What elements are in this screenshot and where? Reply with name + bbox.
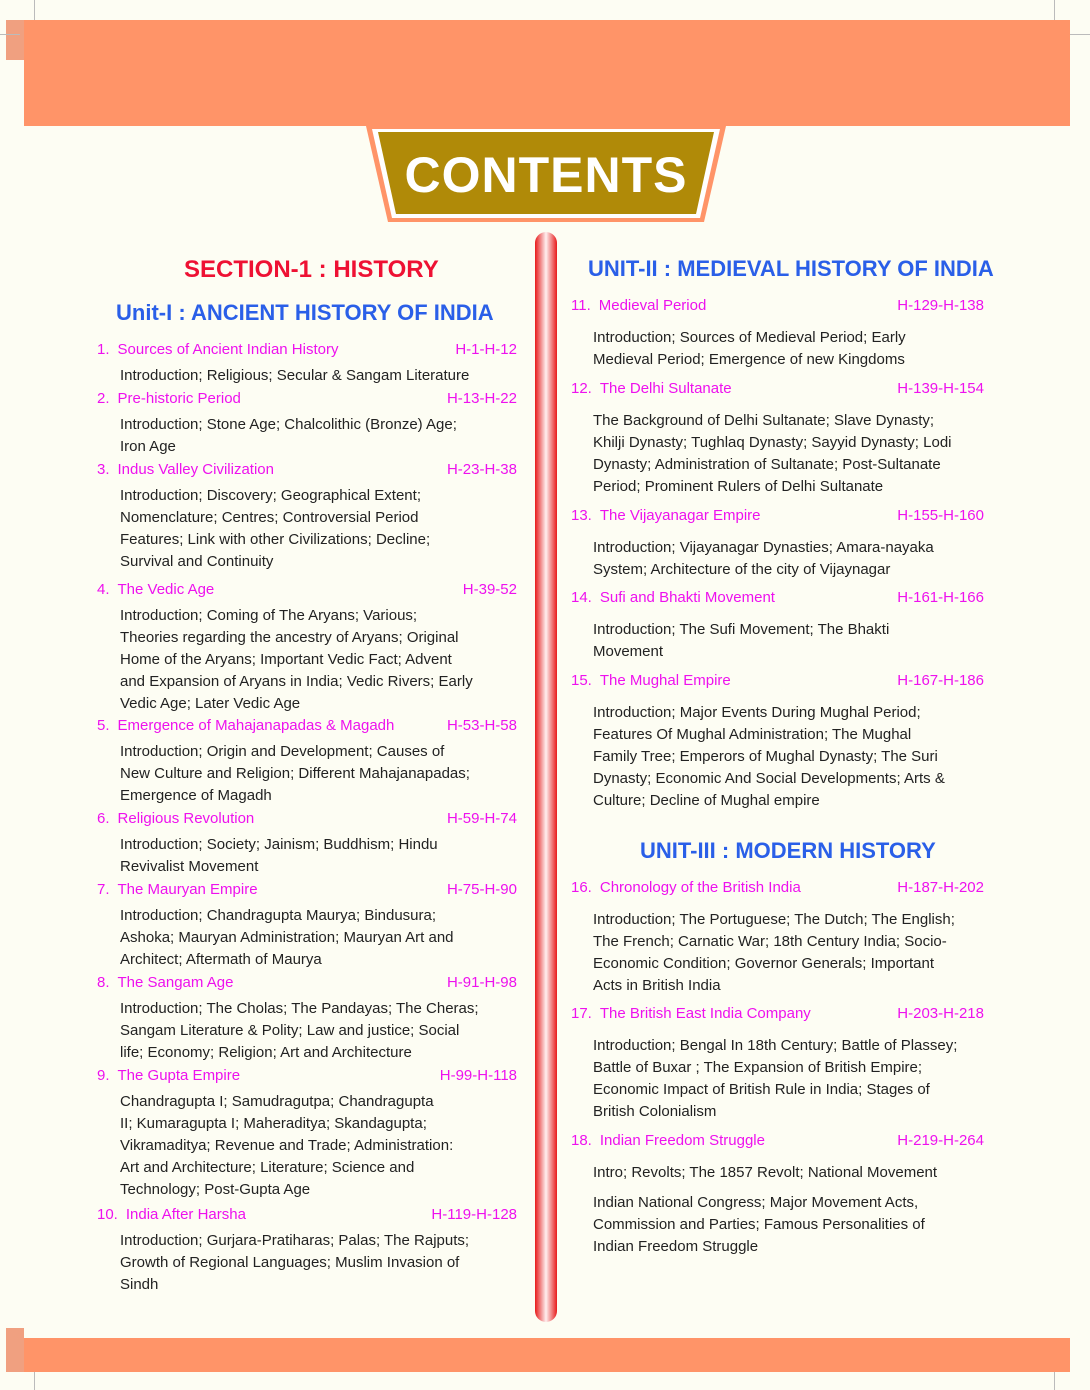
entry-title-row[interactable] — [571, 297, 984, 319]
entry-title-row[interactable] — [97, 341, 517, 363]
unit-heading: UNIT-III : MODERN HISTORY — [640, 838, 936, 863]
description-line: Home of the Aryans; Important Vedic Fact; Advent — [120, 651, 452, 668]
entry-pages: H-139-H-154 — [897, 380, 984, 397]
entry-number: 14. — [571, 589, 592, 606]
toc-entry — [571, 672, 984, 812]
entry-title[interactable]: Sources of Ancient Indian History — [117, 341, 339, 358]
entry-title-row[interactable] — [97, 1206, 517, 1228]
toc-entry — [97, 810, 517, 878]
toc-entry — [97, 881, 517, 971]
entry-title-row[interactable] — [571, 507, 984, 529]
entry-title-row[interactable] — [97, 881, 517, 903]
entry-pages: H-53-H-58 — [446, 717, 517, 734]
description-line: System; Architecture of the city of Vijaynagar — [593, 561, 891, 578]
entry-title[interactable]: Sufi and Bhakti Movement — [599, 589, 775, 606]
entry-pages: H-219-H-264 — [897, 1132, 984, 1149]
description-line: Iron Age — [120, 438, 176, 455]
description-line: Growth of Regional Languages; Muslim Invasion of — [120, 1254, 460, 1271]
entry-title[interactable]: The Gupta Empire — [117, 1067, 241, 1084]
entry-number: 6. — [97, 810, 110, 827]
toc-entry — [97, 461, 517, 573]
description-line: Khilji Dynasty; Tughlaq Dynasty; Sayyid Dynasty; Lodi — [593, 434, 952, 451]
description-line: The French; Carnatic War; 18th Century India; Socio- — [593, 933, 947, 950]
entry-title-row[interactable] — [571, 1132, 984, 1154]
description-line: Theories regarding the ancestry of Aryans; Original — [120, 629, 459, 646]
description-line: Introduction; Stone Age; Chalcolithic (Bronze) Age; — [120, 416, 457, 433]
corner-mark — [6, 20, 24, 60]
description-line: Features Of Mughal Administration; The Mughal — [593, 726, 912, 743]
entry-pages: H-59-H-74 — [446, 810, 517, 827]
column-divider — [535, 232, 557, 1322]
description-line: Economic Impact of British Rule in India; Stages of — [593, 1081, 930, 1098]
bottom-band — [6, 1338, 1070, 1372]
entry-title[interactable]: Indus Valley Civilization — [117, 461, 274, 478]
description-line: Introduction; Discovery; Geographical Extent; — [120, 487, 421, 504]
entry-description — [97, 998, 517, 1064]
description-line: Introduction; Bengal In 18th Century; Battle of Plassey; — [593, 1037, 958, 1054]
entry-number: 18. — [571, 1132, 592, 1149]
toc-entry — [97, 581, 517, 715]
entry-pages: H-119-H-128 — [431, 1206, 517, 1223]
entry-title-row[interactable] — [97, 1067, 517, 1089]
entry-number: 17. — [571, 1005, 592, 1022]
description-line: Movement — [593, 643, 664, 660]
entry-pages: H-203-H-218 — [897, 1005, 984, 1022]
entry-title-row[interactable] — [97, 581, 517, 603]
crop-mark — [1070, 34, 1090, 35]
description-line: Intro; Revolts; The 1857 Revolt; National Movement — [593, 1164, 938, 1181]
toc-entry — [97, 1067, 517, 1201]
entry-pages: H-91-H-98 — [446, 974, 517, 991]
description-line: Indian National Congress; Major Movement Acts, — [593, 1194, 919, 1211]
entry-title[interactable]: Emergence of Mahajanapadas & Magadh — [117, 717, 395, 734]
entry-number: 15. — [571, 672, 592, 689]
toc-entry — [571, 507, 984, 581]
description-line: Chandragupta I; Samudragutpa; Chandragupta — [120, 1093, 434, 1110]
description-line: Ashoka; Mauryan Administration; Mauryan Art and — [120, 929, 454, 946]
description-line: Technology; Post-Gupta Age — [120, 1181, 311, 1198]
entry-title[interactable]: The British East India Company — [599, 1005, 811, 1022]
entry-title-row[interactable] — [97, 461, 517, 483]
crop-mark — [34, 0, 35, 20]
description-line: Indian Freedom Struggle — [593, 1238, 759, 1255]
entry-title-row[interactable] — [571, 380, 984, 402]
description-line: Introduction; Gurjara-Pratiharas; Palas; The Rajputs; — [120, 1232, 470, 1249]
toc-entry — [571, 589, 984, 663]
crop-mark — [1054, 0, 1055, 20]
entry-description — [97, 741, 517, 807]
description-line: Introduction; The Cholas; The Pandayas; The Cheras; — [120, 1000, 479, 1017]
entry-pages: H-155-H-160 — [897, 507, 984, 524]
corner-mark — [6, 1328, 24, 1372]
entry-number: 4. — [97, 581, 110, 598]
entry-pages: H-23-H-38 — [446, 461, 517, 478]
description-line: Introduction; Society; Jainism; Buddhism; Hindu — [120, 836, 438, 853]
entry-title[interactable]: Religious Revolution — [117, 810, 255, 827]
crop-mark — [0, 34, 20, 35]
description-line: Emergence of Magadh — [120, 787, 272, 804]
toc-entry — [571, 1132, 984, 1258]
entry-title[interactable]: The Mughal Empire — [599, 672, 731, 689]
entry-description — [97, 414, 517, 458]
description-line: Culture; Decline of Mughal empire — [593, 792, 820, 809]
entry-number: 12. — [571, 380, 592, 397]
entry-description — [571, 619, 984, 663]
crop-mark — [1054, 1372, 1055, 1390]
description-line: Sindh — [120, 1276, 159, 1293]
description-line: Vikramaditya; Revenue and Trade; Administration: — [120, 1137, 454, 1154]
description-line: Features; Link with other Civilizations; Decline; — [120, 531, 431, 548]
entry-description — [97, 834, 517, 878]
entry-number: 11. — [571, 297, 591, 314]
description-line: Vedic Age; Later Vedic Age — [120, 695, 301, 712]
entry-pages: H-13-H-22 — [446, 390, 517, 407]
description-line: Introduction; The Portuguese; The Dutch; The English; — [593, 911, 955, 928]
entry-number: 13. — [571, 507, 592, 524]
description-line: Introduction; Coming of The Aryans; Various; — [120, 607, 418, 624]
entry-description — [97, 1230, 517, 1296]
entry-number: 10. — [97, 1206, 118, 1223]
top-band — [24, 20, 1070, 126]
entry-description — [571, 1035, 984, 1123]
entry-description — [571, 537, 984, 581]
entry-description — [571, 702, 984, 812]
description-line: Introduction; Vijayanagar Dynasties; Amara-nayaka — [593, 539, 934, 556]
entry-pages: H-75-H-90 — [446, 881, 517, 898]
toc-entry — [97, 1206, 517, 1296]
entry-pages: H-129-H-138 — [897, 297, 984, 314]
entry-number: 8. — [97, 974, 110, 991]
toc-entry — [571, 297, 984, 371]
entry-description — [571, 909, 984, 997]
entry-title-row[interactable] — [97, 974, 517, 996]
entry-description — [571, 327, 984, 371]
entry-pages: H-1-H-12 — [455, 341, 517, 358]
description-line: Architect; Aftermath of Maurya — [120, 951, 322, 968]
description-line: British Colonialism — [593, 1103, 717, 1120]
entry-number: 2. — [97, 390, 110, 407]
entry-description — [97, 1091, 517, 1201]
entry-number: 3. — [97, 461, 110, 478]
description-line: The Background of Delhi Sultanate; Slave Dynasty; — [593, 412, 935, 429]
description-line: Nomenclature; Centres; Controversial Period — [120, 509, 419, 526]
entry-description — [571, 1162, 984, 1258]
entry-title[interactable]: India After Harsha — [125, 1206, 246, 1223]
description-line: Dynasty; Economic And Social Developments; Arts & — [593, 770, 945, 787]
entry-title[interactable]: Pre-historic Period — [117, 390, 241, 407]
section-heading: SECTION-1 : HISTORY — [184, 256, 439, 283]
description-line: and Expansion of Aryans in India; Vedic Rivers; Early — [120, 673, 473, 690]
toc-entry — [97, 717, 517, 807]
description-line: Acts in British India — [593, 977, 721, 994]
entry-title[interactable]: Chronology of the British India — [599, 879, 801, 896]
description-line: Medieval Period; Emergence of new Kingdoms — [593, 351, 905, 368]
entry-title-row[interactable] — [97, 717, 517, 739]
toc-entry — [571, 879, 984, 997]
entry-number: 1. — [97, 341, 110, 358]
entry-title-row[interactable] — [97, 810, 517, 832]
description-line: Introduction; Major Events During Mughal Period; — [593, 704, 921, 721]
description-line: Commission and Parties; Famous Personalities of — [593, 1216, 925, 1233]
entry-title[interactable]: Indian Freedom Struggle — [599, 1132, 765, 1149]
entry-title-row[interactable] — [571, 589, 984, 611]
entry-description — [97, 365, 517, 387]
entry-title[interactable]: The Vijayanagar Empire — [599, 507, 761, 524]
toc-entry — [571, 380, 984, 498]
entry-pages: H-167-H-186 — [897, 672, 984, 689]
description-line: Introduction; Origin and Development; Causes of — [120, 743, 445, 760]
entry-pages: H-161-H-166 — [897, 589, 984, 606]
description-line: New Culture and Religion; Different Mahajanapadas; — [120, 765, 470, 782]
description-line: Family Tree; Emperors of Mughal Dynasty; The Suri — [593, 748, 938, 765]
description-line: Battle of Buxar ; The Expansion of British Empire; — [593, 1059, 923, 1076]
toc-entry — [97, 390, 517, 458]
description-line: Introduction; Chandragupta Maurya; Bindusura; — [120, 907, 437, 924]
description-line: Survival and Continuity — [120, 553, 274, 570]
entry-title[interactable]: The Delhi Sultanate — [599, 380, 732, 397]
description-line: Dynasty; Administration of Sultanate; Post-Sultanate — [593, 456, 941, 473]
entry-description — [97, 485, 517, 573]
entry-title[interactable]: The Sangam Age — [117, 974, 234, 991]
entry-pages: H-187-H-202 — [897, 879, 984, 896]
unit-heading: Unit-I : ANCIENT HISTORY OF INDIA — [116, 300, 494, 325]
entry-number: 16. — [571, 879, 592, 896]
entry-title-row[interactable] — [571, 672, 984, 694]
crop-mark — [34, 1372, 35, 1390]
entry-title[interactable]: The Vedic Age — [117, 581, 215, 598]
description-line: Introduction; Religious; Secular & Sangam Literature — [120, 367, 470, 384]
description-line: Introduction; Sources of Medieval Period; Early — [593, 329, 906, 346]
entry-description — [571, 410, 984, 498]
description-line: Period; Prominent Rulers of Delhi Sultanate — [593, 478, 884, 495]
description-line: life; Economy; Religion; Art and Architecture — [120, 1044, 412, 1061]
page-title: CONTENTS — [404, 147, 688, 203]
description-line: Introduction; The Sufi Movement; The Bhakti — [593, 621, 890, 638]
entry-number: 7. — [97, 881, 110, 898]
entry-number: 5. — [97, 717, 110, 734]
toc-entry — [97, 341, 517, 387]
entry-description — [97, 905, 517, 971]
entry-pages: H-39-52 — [462, 581, 517, 598]
description-line: Sangam Literature & Polity; Law and justice; Social — [120, 1022, 460, 1039]
entry-title-row[interactable] — [571, 1005, 984, 1027]
entry-title[interactable]: Medieval Period — [598, 297, 707, 314]
entry-description — [97, 605, 517, 715]
toc-entry — [97, 974, 517, 1064]
entry-pages: H-99-H-118 — [439, 1067, 517, 1084]
description-line: Economic Condition; Governor Generals; Important — [593, 955, 934, 972]
unit-heading: UNIT-II : MEDIEVAL HISTORY OF INDIA — [588, 256, 994, 281]
toc-entry — [571, 1005, 984, 1123]
entry-number: 9. — [97, 1067, 110, 1084]
description-line: Art and Architecture; Literature; Science and — [120, 1159, 415, 1176]
entry-title[interactable]: The Mauryan Empire — [117, 881, 258, 898]
description-line: Revivalist Movement — [120, 858, 259, 875]
entry-title-row[interactable] — [571, 879, 984, 901]
entry-title-row[interactable] — [97, 390, 517, 412]
description-line: II; Kumaragupta I; Maheraditya; Skandagupta; — [120, 1115, 427, 1132]
